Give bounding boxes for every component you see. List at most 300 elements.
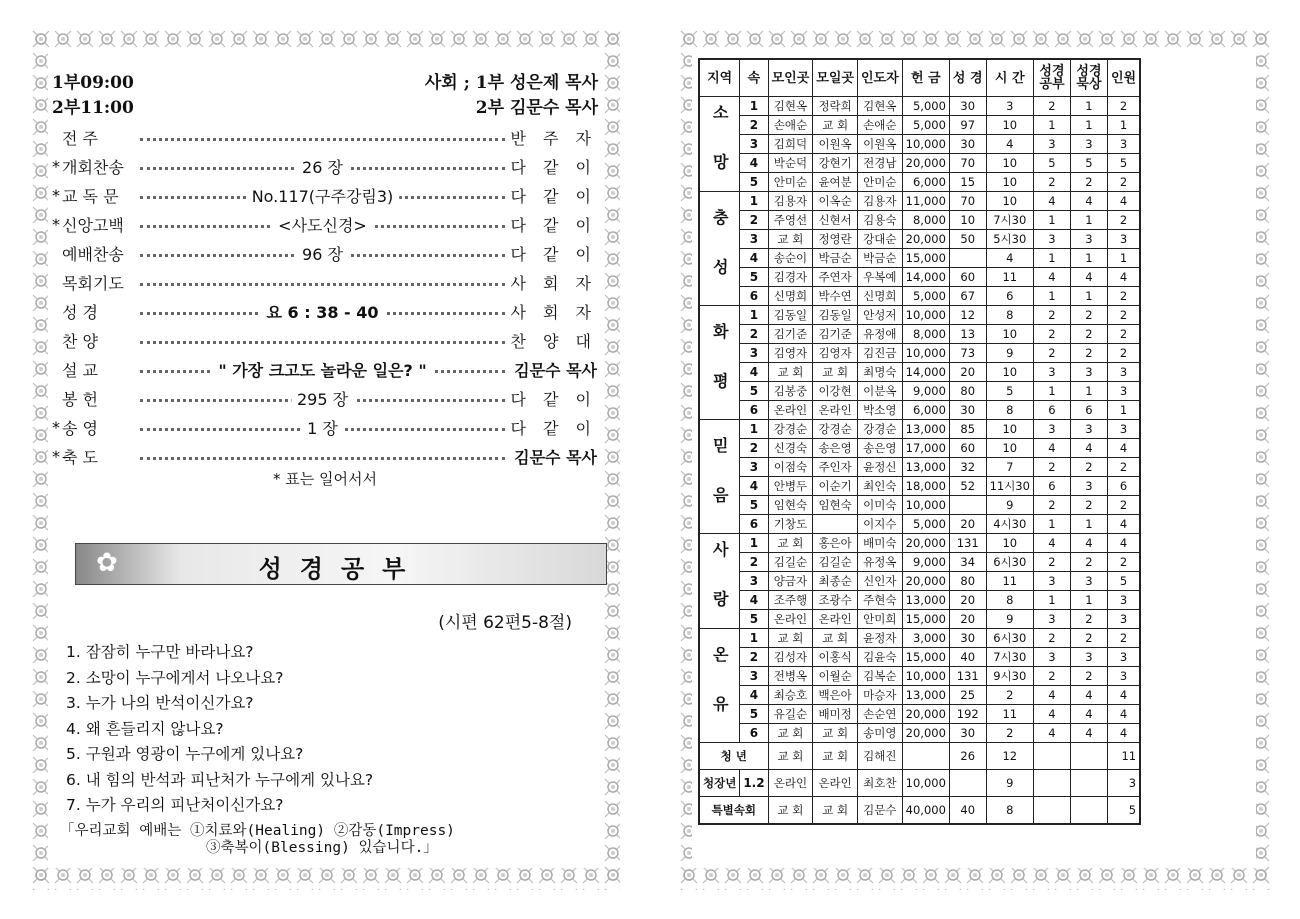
table-row [699, 306, 1140, 325]
order-item: 개회찬송 [62, 158, 124, 177]
table-cell: 6시30 [986, 629, 1033, 648]
table-cell: 2 [1107, 97, 1140, 116]
table-cell: 주인자 [813, 458, 858, 477]
table-cell: 윤정신 [857, 458, 902, 477]
table-cell: 이옥순 [813, 192, 858, 211]
table-cell: 20 [949, 610, 986, 629]
group-number: 1 [740, 534, 768, 553]
table-row [699, 553, 1140, 572]
table-cell: 10,000 [902, 344, 949, 363]
table-cell: 3 [986, 97, 1033, 116]
table-cell: 2 [1070, 173, 1107, 192]
table-cell: 4 [1070, 439, 1107, 458]
group-number: 4 [740, 363, 768, 382]
table-cell: 6,000 [902, 173, 949, 192]
table-row [699, 439, 1140, 458]
table-cell: 정영란 [813, 230, 858, 249]
table-cell: 17,000 [902, 439, 949, 458]
standing-mark: * [52, 447, 60, 466]
table-cell: 4 [1107, 534, 1140, 553]
table-cell [902, 743, 949, 770]
table-cell: 조광수 [813, 591, 858, 610]
table-cell: 14,000 [902, 268, 949, 287]
table-cell: 15,000 [902, 610, 949, 629]
order-item: 봉 헌 [62, 390, 98, 409]
table-cell: 김성자 [768, 648, 813, 667]
table-cell: 4 [1070, 268, 1107, 287]
order-responsible: 다 같 이 [510, 216, 597, 235]
table-cell: 5,000 [902, 515, 949, 534]
order-responsible: 김문수 목사 [514, 361, 597, 380]
table-row [699, 287, 1140, 306]
table-cell: 4 [1107, 439, 1140, 458]
table-cell: 최인숙 [857, 477, 902, 496]
table-cell: 2 [1033, 306, 1070, 325]
table-cell: 이월순 [813, 667, 858, 686]
table-cell: 10 [986, 116, 1033, 135]
table-cell: 이홍식 [813, 648, 858, 667]
table-cell: 김현옥 [857, 97, 902, 116]
table-cell: 4 [1033, 686, 1070, 705]
table-cell: 20,000 [902, 534, 949, 553]
table-cell: 20 [949, 591, 986, 610]
table-cell: 4 [1033, 724, 1070, 743]
table-cell: 3 [1107, 135, 1140, 154]
table-cell: 10 [986, 420, 1033, 439]
order-responsible: 김문수 목사 [514, 448, 597, 467]
table-cell: 백은아 [813, 686, 858, 705]
table-cell: 3 [1107, 648, 1140, 667]
table-cell: 30 [949, 135, 986, 154]
table-cell: 10,000 [902, 496, 949, 515]
table-cell: 신명희 [857, 287, 902, 306]
table-cell: 6 [1107, 477, 1140, 496]
order-responsible: 다 같 이 [510, 390, 597, 409]
table-cell: 10 [986, 325, 1033, 344]
order-row [52, 416, 597, 442]
table-cell: 15 [949, 173, 986, 192]
table-cell: 3 [1107, 363, 1140, 382]
table-cell: 40 [949, 648, 986, 667]
order-detail: 요 6 : 38 - 40 [260, 300, 384, 323]
table-cell: 2 [1070, 610, 1107, 629]
table-cell: 1 [1033, 591, 1070, 610]
table-cell: 박금순 [813, 249, 858, 268]
group-number: 3 [740, 458, 768, 477]
table-cell: 김길순 [768, 553, 813, 572]
table-cell: 김윤숙 [857, 648, 902, 667]
order-row [52, 329, 597, 355]
table-cell: 1 [1070, 287, 1107, 306]
table-row [699, 154, 1140, 173]
table-row [699, 477, 1140, 496]
table-cell: 주현숙 [857, 591, 902, 610]
table-cell: 32 [949, 458, 986, 477]
table-cell: 2 [1033, 344, 1070, 363]
table-cell: 안병두 [768, 477, 813, 496]
table-cell: 2 [1107, 496, 1140, 515]
table-cell: 우복예 [857, 268, 902, 287]
order-item: 설 교 [62, 361, 98, 380]
table-cell: 2 [1033, 553, 1070, 572]
motto-line-1: 「우리교회 예배는 ①치료와(Healing) ②감동(Impress) [60, 823, 455, 839]
column-header: 모인곳 [768, 59, 813, 97]
group-number: 6 [740, 287, 768, 306]
group-number: 1 [740, 629, 768, 648]
table-cell: 이원옥 [857, 135, 902, 154]
table-cell: 2 [1070, 458, 1107, 477]
table-cell: 10,000 [902, 770, 949, 797]
table-cell: 교 회 [768, 797, 813, 825]
table-row [699, 344, 1140, 363]
special-group-label: 특별속회 [699, 797, 768, 825]
table-row [699, 591, 1140, 610]
table-cell: 전병옥 [768, 667, 813, 686]
study-question: 7. 누가 우리의 피난처이신가요? [66, 796, 284, 814]
table-cell [949, 496, 986, 515]
table-row [699, 705, 1140, 724]
standing-mark: * [52, 186, 60, 205]
table-cell: 최명숙 [857, 363, 902, 382]
table-cell: 34 [949, 553, 986, 572]
column-header: 속 [740, 59, 768, 97]
table-cell: 2 [986, 724, 1033, 743]
table-cell: 70 [949, 192, 986, 211]
table-cell: 이순기 [813, 477, 858, 496]
table-row [699, 97, 1140, 116]
order-item: 신앙고백 [62, 216, 124, 235]
group-number: 4 [740, 249, 768, 268]
table-cell: 40,000 [902, 797, 949, 825]
table-cell: 6 [986, 287, 1033, 306]
table-cell: 11 [986, 268, 1033, 287]
table-cell: 이미숙 [857, 496, 902, 515]
table-cell: 김용자 [768, 192, 813, 211]
column-header: 성경공부 [1033, 59, 1070, 97]
table-cell: 192 [949, 705, 986, 724]
order-row [52, 271, 597, 297]
table-cell: 11 [1107, 743, 1140, 770]
standing-note: * 표는 일어서서 [273, 470, 377, 488]
group-number: 5 [740, 705, 768, 724]
table-cell: 1 [1033, 211, 1070, 230]
region-name: 충 성 [699, 192, 740, 306]
table-cell: 3 [1033, 648, 1070, 667]
table-cell: 김문수 [857, 797, 902, 825]
table-row [699, 743, 1140, 770]
table-cell: 20 [949, 363, 986, 382]
table-cell: 10 [949, 211, 986, 230]
column-header: 지역 [699, 59, 740, 97]
table-cell: 40 [949, 797, 986, 825]
order-item: 축 도 [62, 448, 98, 467]
table-row [699, 268, 1140, 287]
table-cell: 18,000 [902, 477, 949, 496]
table-cell: 안미순 [768, 173, 813, 192]
table-cell: 교 회 [768, 230, 813, 249]
table-cell: 4 [1033, 439, 1070, 458]
table-cell: 교 회 [813, 363, 858, 382]
table-cell: 13,000 [902, 420, 949, 439]
table-cell: 3 [1107, 667, 1140, 686]
study-question: 2. 소망이 누구에게서 나오나요? [66, 668, 284, 687]
small-group-table [698, 58, 1141, 825]
table-cell: 5 [1033, 154, 1070, 173]
table-cell: 10,000 [902, 135, 949, 154]
table-cell: 1 [1033, 287, 1070, 306]
table-row [699, 686, 1140, 705]
group-number: 3 [740, 572, 768, 591]
table-cell: 2 [1033, 629, 1070, 648]
table-row [699, 325, 1140, 344]
table-cell: 6 [1033, 401, 1070, 420]
table-cell: 2 [1033, 496, 1070, 515]
table-cell: 20,000 [902, 705, 949, 724]
table-cell: 4 [1107, 515, 1140, 534]
table-cell: 2 [1107, 211, 1140, 230]
order-detail: 96 장 [296, 242, 349, 265]
table-cell: 2 [1107, 173, 1140, 192]
table-cell: 1 [1107, 249, 1140, 268]
table-cell: 131 [949, 667, 986, 686]
table-cell: 5시30 [986, 230, 1033, 249]
table-cell: 3 [1107, 382, 1140, 401]
table-cell: 신인자 [857, 572, 902, 591]
table-cell: 교 회 [768, 724, 813, 743]
table-cell: 2 [1033, 458, 1070, 477]
group-number: 1 [740, 192, 768, 211]
table-cell: 8,000 [902, 211, 949, 230]
order-row [52, 300, 597, 326]
table-cell: 유길순 [768, 705, 813, 724]
order-responsible: 다 같 이 [510, 419, 597, 438]
table-cell: 10 [986, 534, 1033, 553]
group-number: 5 [740, 382, 768, 401]
table-row [699, 420, 1140, 439]
table-cell: 4 [986, 249, 1033, 268]
table-cell: 5,000 [902, 287, 949, 306]
group-number: 2 [740, 325, 768, 344]
table-cell: 30 [949, 97, 986, 116]
table-cell [1033, 797, 1070, 825]
table-cell: 4 [1070, 192, 1107, 211]
order-responsible: 사 회 자 [510, 303, 597, 322]
group-number: 4 [740, 477, 768, 496]
group-number: 5 [740, 173, 768, 192]
table-cell: 정락희 [813, 97, 858, 116]
table-row [699, 797, 1140, 825]
order-row [52, 155, 597, 181]
table-cell: 4 [1070, 724, 1107, 743]
order-detail: 295 장 [291, 387, 354, 410]
table-cell [949, 249, 986, 268]
table-cell: 1 [1070, 249, 1107, 268]
table-cell: 조주행 [768, 591, 813, 610]
order-detail: No.117(구주강림3) [246, 184, 400, 207]
order-detail: 26 장 [296, 155, 349, 178]
table-cell: 교 회 [768, 629, 813, 648]
table-cell: 3 [1033, 363, 1070, 382]
table-cell: 13,000 [902, 591, 949, 610]
table-cell: 9 [986, 770, 1033, 797]
table-cell: 97 [949, 116, 986, 135]
table-cell: 윤여분 [813, 173, 858, 192]
special-group-label: 청 년 [699, 743, 768, 770]
table-cell: 이강현 [813, 382, 858, 401]
table-cell: 3 [1107, 591, 1140, 610]
table-cell: 온라인 [813, 401, 858, 420]
order-responsible: 사 회 자 [510, 274, 597, 293]
table-cell: 26 [949, 743, 986, 770]
table-cell: 4 [1107, 686, 1140, 705]
table-cell: 3 [1070, 648, 1107, 667]
order-item: 교 독 문 [62, 187, 119, 206]
table-cell: 김영자 [813, 344, 858, 363]
table-cell: 10 [986, 173, 1033, 192]
table-cell: 2 [1107, 325, 1140, 344]
table-cell: 20 [949, 515, 986, 534]
table-cell: 15,000 [902, 648, 949, 667]
group-number: 3 [740, 135, 768, 154]
table-cell: 1 [1107, 116, 1140, 135]
table-cell: 4 [986, 135, 1033, 154]
table-row [699, 192, 1140, 211]
order-detail: <사도신경> [272, 213, 373, 236]
column-header: 모일곳 [813, 59, 858, 97]
church-motto [60, 823, 455, 857]
table-row [699, 515, 1140, 534]
table-cell: 80 [949, 572, 986, 591]
table-cell: 유정애 [857, 325, 902, 344]
table-cell: 3 [1107, 420, 1140, 439]
table-cell: 3 [1070, 477, 1107, 496]
table-cell: 9,000 [902, 382, 949, 401]
table-cell: 강경순 [857, 420, 902, 439]
table-cell: 13,000 [902, 686, 949, 705]
order-detail: 1 장 [301, 416, 344, 439]
table-cell: 3 [1070, 363, 1107, 382]
table-cell: 20,000 [902, 724, 949, 743]
table-cell: 손순연 [857, 705, 902, 724]
table-cell: 67 [949, 287, 986, 306]
table-cell [1070, 770, 1107, 797]
table-cell: 10 [986, 439, 1033, 458]
table-cell: 온라인 [813, 610, 858, 629]
table-cell: 김동일 [813, 306, 858, 325]
table-row [699, 135, 1140, 154]
table-cell: 5 [1107, 797, 1140, 825]
table-row [699, 211, 1140, 230]
table-cell: 4 [1107, 268, 1140, 287]
table-cell [1070, 743, 1107, 770]
table-cell: 이점숙 [768, 458, 813, 477]
table-row [699, 249, 1140, 268]
table-cell: 2 [1107, 344, 1140, 363]
table-cell: 50 [949, 230, 986, 249]
table-cell: 7시30 [986, 648, 1033, 667]
group-number: 4 [740, 686, 768, 705]
table-cell: 2 [1107, 458, 1140, 477]
motto-line-2: ③축복이(Blessing) 있습니다.」 [206, 840, 438, 856]
table-row [699, 572, 1140, 591]
region-name: 온 유 [699, 629, 740, 743]
table-cell: 3 [1070, 230, 1107, 249]
table-cell: 2 [1107, 553, 1140, 572]
standing-mark: * [52, 418, 60, 437]
study-question: 5. 구원과 영광이 누구에게 있나요? [66, 745, 304, 763]
table-cell: 김진금 [857, 344, 902, 363]
table-cell: 2 [1070, 629, 1107, 648]
table-cell: 2 [1107, 287, 1140, 306]
group-number: 2 [740, 553, 768, 572]
group-number: 2 [740, 116, 768, 135]
table-cell: 교 회 [813, 629, 858, 648]
table-cell: 이원옥 [813, 135, 858, 154]
banner-title: 성경공부 [258, 555, 424, 583]
table-cell [949, 770, 986, 797]
column-header: 헌 금 [902, 59, 949, 97]
table-cell: 2 [1033, 173, 1070, 192]
table-row [699, 458, 1140, 477]
table-cell: 송미영 [857, 724, 902, 743]
group-number: 1 [740, 306, 768, 325]
table-cell: 5,000 [902, 97, 949, 116]
table-cell: 박순덕 [768, 154, 813, 173]
table-cell: 김봉중 [768, 382, 813, 401]
group-number: 2 [740, 648, 768, 667]
table-cell: 3 [1033, 135, 1070, 154]
table-cell: 1 [1070, 382, 1107, 401]
group-number: 4 [740, 154, 768, 173]
table-cell: 2 [1033, 667, 1070, 686]
column-header: 성 경 [949, 59, 986, 97]
table-cell: 1 [1107, 401, 1140, 420]
table-row [699, 629, 1140, 648]
table-cell: 25 [949, 686, 986, 705]
table-cell: 주연자 [813, 268, 858, 287]
table-cell: 김영자 [768, 344, 813, 363]
table-cell: 13,000 [902, 458, 949, 477]
group-number: 4 [740, 591, 768, 610]
table-cell: 안미순 [857, 173, 902, 192]
table-row [699, 534, 1140, 553]
table-cell: 2 [1107, 306, 1140, 325]
order-row [52, 242, 597, 268]
table-cell: 30 [949, 724, 986, 743]
service-time-1: 1부09:00 [52, 73, 134, 93]
group-number: 2 [740, 439, 768, 458]
group-number: 3 [740, 667, 768, 686]
table-cell: 3 [1033, 572, 1070, 591]
scripture-reference: (시편 62편5-8절) [438, 613, 572, 633]
table-cell: 김기준 [813, 325, 858, 344]
table-cell: 교 회 [768, 743, 813, 770]
table-cell: 7시30 [986, 211, 1033, 230]
table-cell: 배미정 [813, 705, 858, 724]
order-responsible: 다 같 이 [510, 245, 597, 264]
table-cell: 유정옥 [857, 553, 902, 572]
table-cell: 안성저 [857, 306, 902, 325]
table-cell: 80 [949, 382, 986, 401]
table-cell: 김용자 [857, 192, 902, 211]
table-cell: 8 [986, 401, 1033, 420]
table-cell: 10 [986, 154, 1033, 173]
order-detail: " 가장 크고도 놀라운 일은? " [212, 358, 432, 381]
table-cell: 김해진 [857, 743, 902, 770]
table-cell: 교 회 [768, 363, 813, 382]
order-item: 성 경 [62, 303, 98, 322]
table-cell: 3 [1107, 770, 1140, 797]
